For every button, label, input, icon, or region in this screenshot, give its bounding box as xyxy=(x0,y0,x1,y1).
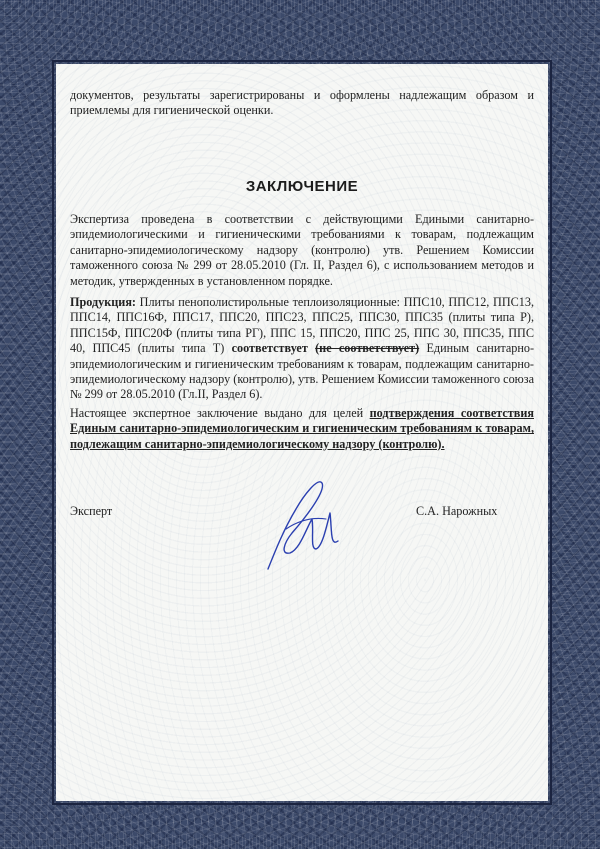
product-list-text: Плиты пенополистирольные теплоизоляционные: ППС10, ППС12, ППС13, ППС14, ППС16Ф, ППС17, ППС20, ППС23, ППС25, ППС30, ППС35 (плиты типа Р), ППС15Ф, ППС20Ф (плиты типа РГ), ППС 15, ППС20, ППС 25, ППС 30, ППС35, ППС 40, ППС45 (плиты типа Т) xyxy=(70,295,534,356)
expert-label: Эксперт xyxy=(70,504,113,518)
purpose-paragraph xyxy=(70,406,534,452)
intro-text: документов, результаты зарегистрированы и оформлены надлежащим образом и приемлемы для гигиенической оценки. xyxy=(70,88,534,118)
conforms-text: соответствует xyxy=(231,341,308,356)
purpose-underlined-text: подтверждения соответствия Единым санитарно-эпидемиологическим и гигиеническим требованиям к товарам, подлежащим санитарно-эпидемиологическому надзору (контролю). xyxy=(70,406,534,451)
document-body xyxy=(56,64,548,801)
expertise-paragraph: Экспертиза проведена в соответствии с действующими Едиными санитарно-эпидемиологическими и гигиеническими требованиями к товарам, подлежащим санитарно-эпидемиологическому надзору (контролю) утв. Решением Комиссии таможенного союза № 299 от 28.05.2010 (Гл. II, Раздел 6), с использованием методов и методик, утвержденных в установленном порядке. xyxy=(70,212,534,288)
product-label: Продукция: xyxy=(70,295,136,309)
not-conforms-struck-text: (не соответствует) xyxy=(315,341,420,356)
expert-name: С.А. Нарожных xyxy=(416,504,498,518)
purpose-intro-text: Настоящее экспертное заключение выдано для целей xyxy=(70,406,370,420)
requirements-text: Единым санитарно-эпидемиологическим и гигиеническим требованиям к товарам, подлежащим санитарно-эпидемиологическому надзору (контролю), утв. Решением Комиссии таможенного союза № 299 от 28.05.2010 (Гл.II, Раздел 6). xyxy=(70,341,535,402)
handwritten-signature xyxy=(256,469,346,579)
document-heading: ЗАКЛЮЧЕНИЕ xyxy=(245,178,359,195)
product-paragraph xyxy=(70,295,534,403)
